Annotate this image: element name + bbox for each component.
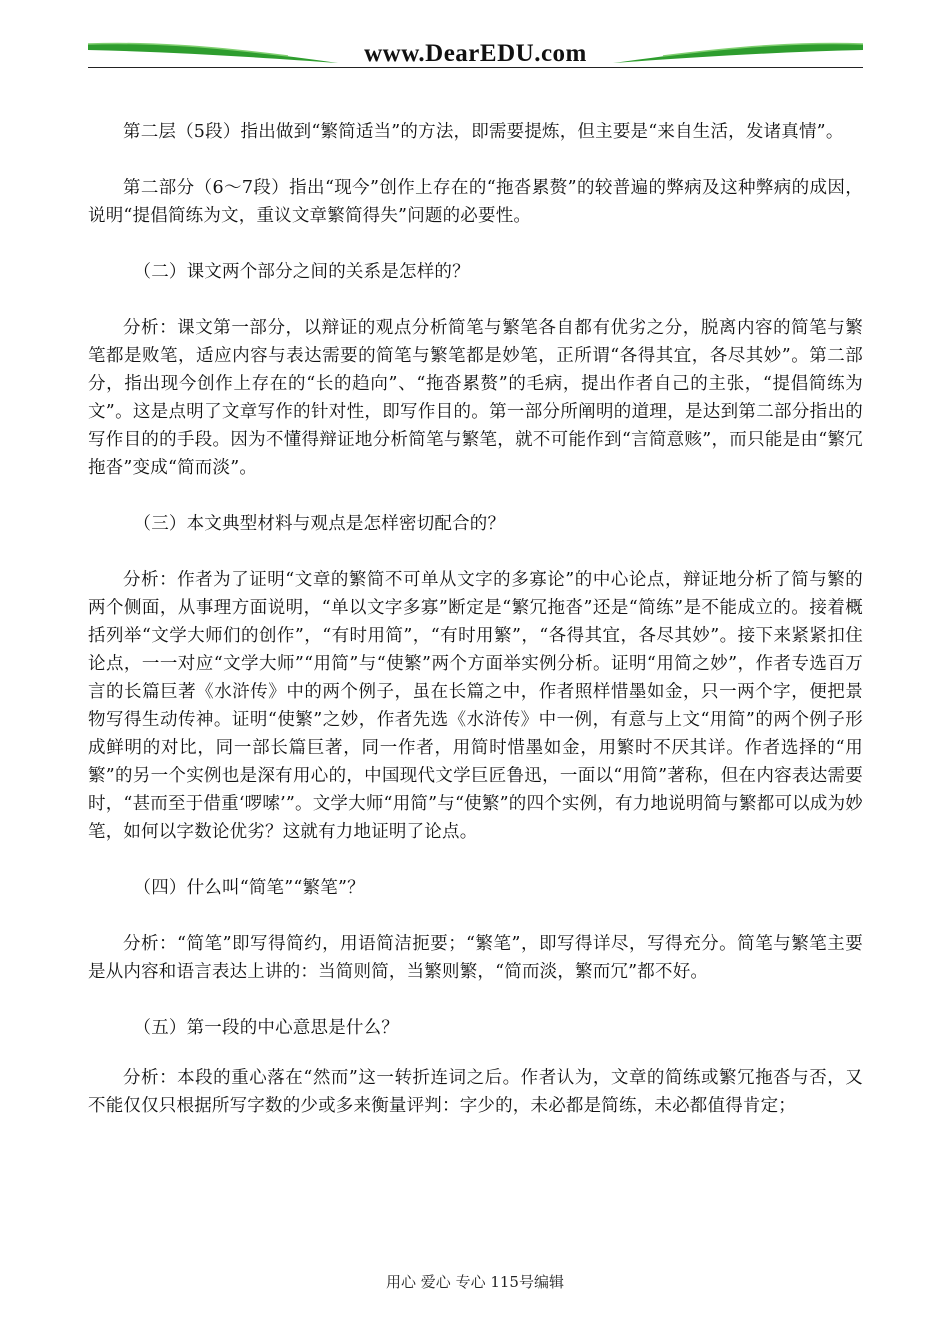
paragraph-part-two: 第二部分（6～7段）指出“现今”创作上存在的“拖沓累赘”的较普遍的弊病及这种弊病的成因，说明“提倡简练为文，重议文章繁简得失”问题的必要性。	[88, 178, 863, 226]
analysis-four: 分析：“简笔”即写得简约，用语简洁扼要；“繁笔”，即写得详尽，写得充分。简笔与繁笔主要是从内容和语言表达上讲的：当简则简，当繁则繁，“简而淡，繁而冗”都不好。	[88, 934, 863, 982]
analysis-two: 分析：课文第一部分，以辩证的观点分析简笔与繁笔各自都有优劣之分，脱离内容的简笔与繁笔都是败笔，适应内容与表达需要的简笔与繁笔都是妙笔，正所谓“各得其宜，各尽其妙”。第二部分，指出现今创作上存在的“长的趋向”、“拖沓累赘”的毛病，提出作者自己的主张，“提倡简练为文”。这是点明了文章写作的针对性，即写作目的。第一部分所阐明的道理，是达到第二部分指出的写作目的的手段。因为不懂得辩证地分析简笔与繁笔，就不可能作到“言简意赅”，而只能是由“繁冗拖沓”变成“简而淡”。	[88, 318, 863, 478]
header-divider	[88, 67, 863, 68]
question-two: （二）课文两个部分之间的关系是怎样的？	[133, 262, 470, 282]
site-logo[interactable]: www.DearEDU.com	[364, 40, 587, 67]
analysis-three: 分析：作者为了证明“文章的繁简不可单从文字的多寡论”的中心论点，辩证地分析了简与繁的两个侧面，从事理方面说明，“单以文字多寡”断定是“繁冗拖沓”还是“简练”是不能成立的。接着概括列举“文学大师们的创作”，“有时用简”，“有时用繁”，“各得其宜，各尽其妙”。接下来紧紧扣住论点，一一对应“文学大师”“用简”与“使繁”两个方面举实例分析。证明“用简之妙”，作者专选百万言的长篇巨著《水浒传》中的两个例子，虽在长篇之中，作者照样惜墨如金，只一两个字，便把景物写得生动传神。证明“使繁”之妙，作者先选《水浒传》中一例，有意与上文“用简”的两个例子形成鲜明的对比，同一部长篇巨著，同一作者，用简时惜墨如金，用繁时不厌其详。作者选择的“用繁”的另一个实例也是深有用心的，中国现代文学巨匠鲁迅，一面以“用简”著称，但在内容表达需要时，“甚而至于借重‘啰嗦’”。文学大师“用简”与“使繁”的四个实例，有力地说明简与繁都可以成为妙笔，如何以字数论优劣？这就有力地证明了论点。	[88, 570, 863, 842]
question-four: （四）什么叫“简笔”“繁笔”？	[133, 878, 365, 898]
analysis-five: 分析：本段的重心落在“然而”这一转折连词之后。作者认为，文章的简练或繁冗拖沓与否，又不能仅仅只根据所写字数的少或多来衡量评判：字少的，未必都是简练，未必都值得肯定；	[88, 1068, 863, 1116]
paragraph-layer-two: 第二层（5段）指出做到“繁简适当”的方法，即需要提炼，但主要是“来自生活，发诸真情”。	[123, 122, 844, 142]
question-five: （五）第一段的中心意思是什么？	[133, 1018, 399, 1038]
page-footer: 用心 爱心 专心 115号编辑	[386, 1273, 564, 1291]
document-body	[88, 118, 863, 1120]
question-three: （三）本文典型材料与观点是怎样密切配合的？	[133, 514, 506, 534]
